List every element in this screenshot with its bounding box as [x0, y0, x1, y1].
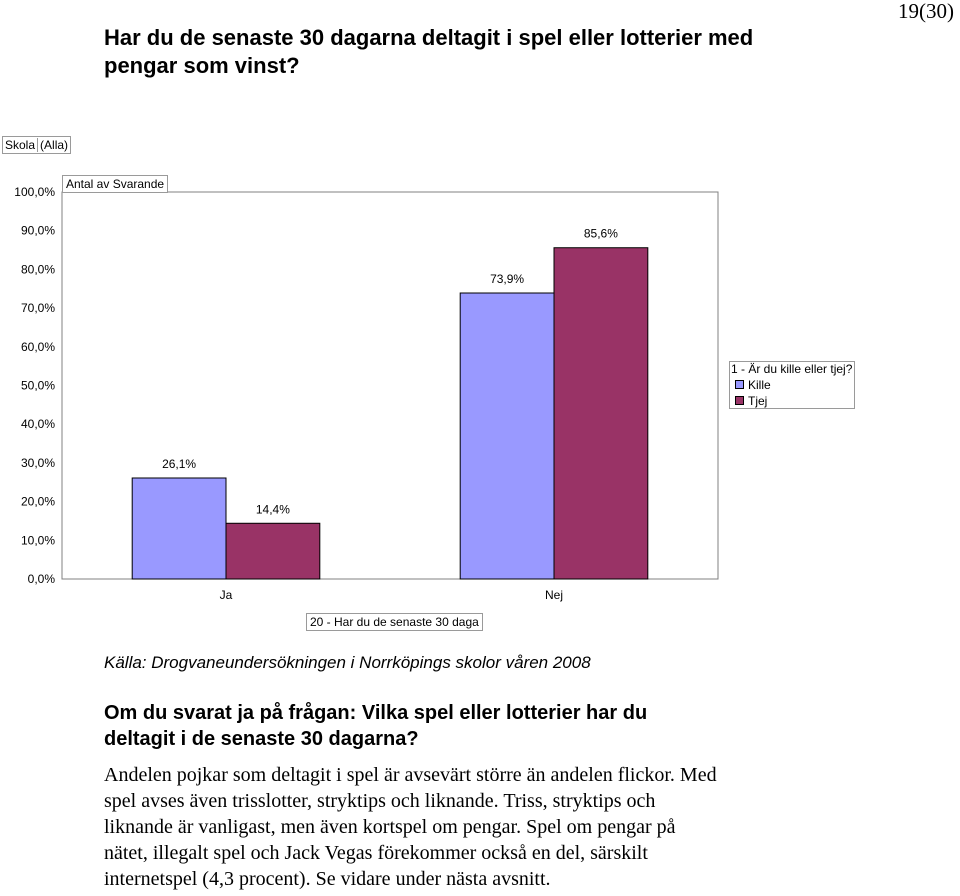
section-question-line-2: deltagit i de senaste 30 dagarna?	[104, 728, 419, 750]
section-question	[104, 700, 824, 752]
data-label: 73,9%	[490, 272, 525, 287]
legend-item-tjej	[735, 394, 767, 408]
pivot-category-field[interactable]: 20 - Har du de senaste 30 daga	[306, 613, 483, 631]
y-tick-label: 20,0%	[20, 494, 55, 509]
legend-label-tjej: Tjej	[748, 394, 768, 408]
section-question-line-1: Om du svarat ja på frågan: Vilka spel eller lotterier har du	[104, 702, 648, 724]
body-line-5: internetspel (4,3 procent). Se vidare under nästa avsnitt.	[104, 868, 551, 890]
x-category-label: Nej	[544, 588, 564, 602]
legend-swatch-kille	[735, 380, 744, 389]
body-line-1: Andelen pojkar som deltagit i spel är avsevärt större än andelen flickor. Med	[104, 764, 717, 786]
legend-title: 1 - Är du kille eller tjej?	[731, 362, 853, 376]
legend-item-kille	[735, 378, 771, 392]
data-label: 85,6%	[583, 226, 618, 241]
x-category-label: Ja	[219, 588, 233, 602]
y-tick-label: 60,0%	[20, 339, 55, 354]
legend-swatch-tjej	[735, 396, 744, 405]
body-line-4: nätet, illegalt spel och Jack Vegas förekommer också en del, särskilt	[104, 842, 648, 864]
data-label: 14,4%	[255, 502, 290, 517]
y-tick-label: 0,0%	[27, 572, 55, 586]
y-tick-label: 90,0%	[20, 223, 55, 238]
bar-tjej-ja	[226, 523, 320, 579]
legend-label-kille: Kille	[748, 378, 771, 392]
data-label: 26,1%	[162, 456, 197, 471]
y-tick-label: 100,0%	[14, 185, 55, 199]
pivot-filter[interactable]	[2, 136, 71, 154]
pivot-filter-value[interactable]: (Alla)	[37, 138, 68, 152]
pivot-filter-label: Skola	[5, 138, 36, 152]
y-tick-label: 10,0%	[20, 533, 55, 548]
body-line-2: spel avses även trisslotter, stryktips och liknande. Triss, stryktips och	[104, 790, 656, 812]
y-tick-label: 80,0%	[20, 262, 55, 277]
source-caption: Källa: Drogvaneundersökningen i Norrköpings skolor våren 2008	[104, 653, 591, 672]
page-title-line-2: pengar som vinst?	[104, 53, 300, 78]
bar-kille-ja	[132, 478, 226, 579]
bar-tjej-nej	[554, 248, 648, 579]
page-number: 19(30)	[898, 0, 954, 23]
y-tick-label: 40,0%	[20, 417, 55, 432]
page-title-line-1: Har du de senaste 30 dagarna deltagit i spel eller lotterier med	[104, 25, 754, 50]
pivot-data-field[interactable]: Antal av Svarande	[62, 175, 168, 193]
chart-legend	[729, 361, 855, 409]
bar-kille-nej	[460, 293, 554, 579]
body-paragraph	[104, 762, 954, 892]
y-tick-label: 30,0%	[20, 455, 55, 470]
body-line-3: liknande är vanligast, men även kortspel om pengar. Spel om pengar på	[104, 816, 676, 838]
y-tick-label: 70,0%	[20, 301, 55, 316]
y-tick-label: 50,0%	[20, 378, 55, 393]
